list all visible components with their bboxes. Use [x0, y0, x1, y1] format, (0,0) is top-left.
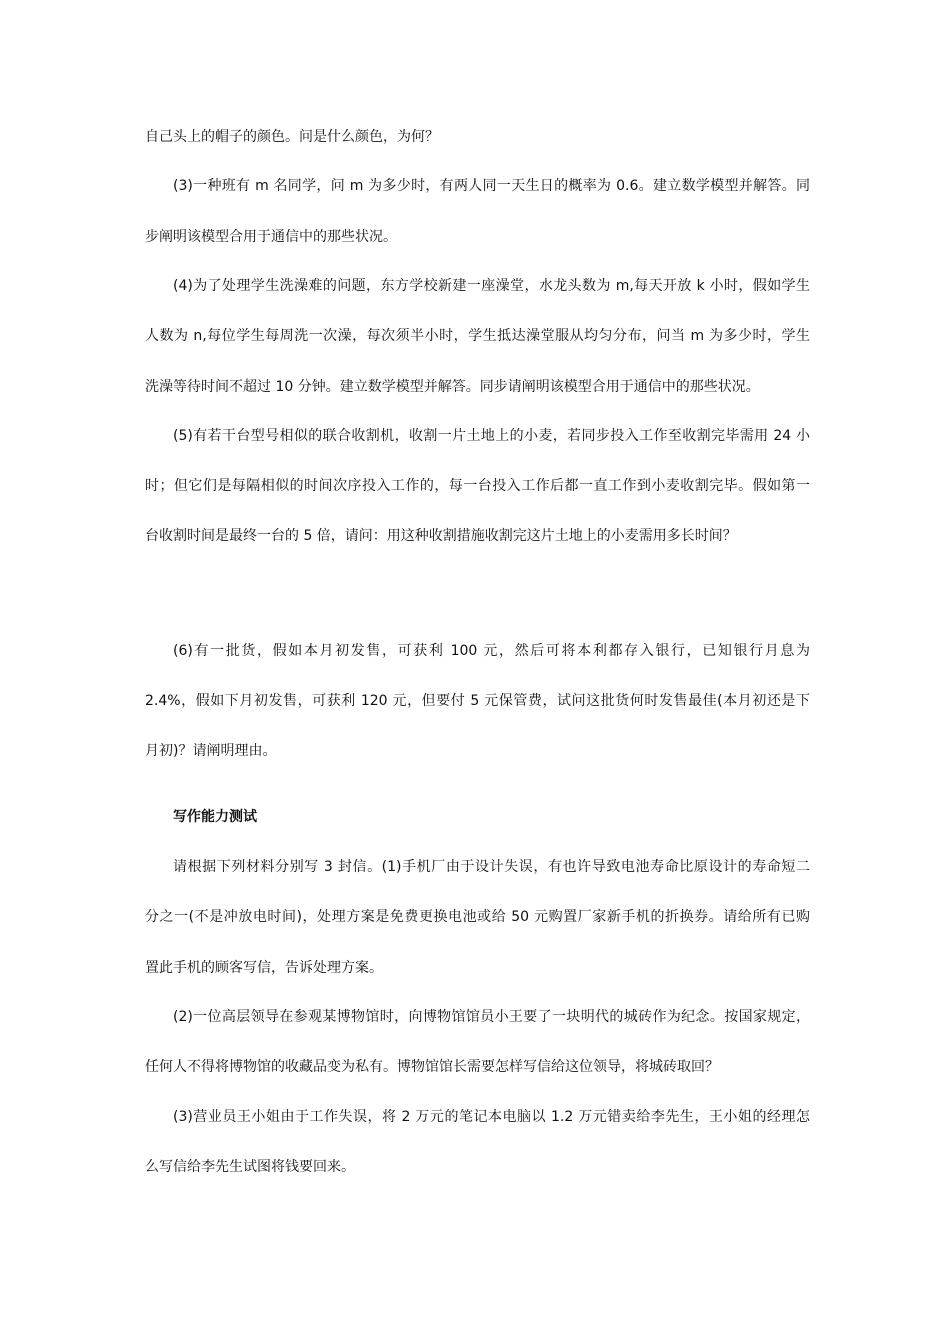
text-line-letter3-start: (3)营业员王小姐由于工作失误，将 2 万元的笔记本电脑以 1.2 万元错卖给李先生，王小姐的经理怎 — [173, 1109, 810, 1125]
text-line-q6-middle: 2.4%，假如下月初发售，可获利 120 元，但要付 5 元保管费，试问这批货何时发售最佳(本月初还是下 — [145, 693, 810, 709]
text-line-letter2-end: 任何人不得将博物馆的收藏品变为私有。博物馆馆长需要怎样写信给这位领导，将城砖取回？ — [145, 1059, 719, 1075]
text-line-q6-end: 月初)？请阐明理由。 — [145, 743, 277, 759]
text-line-letter1-middle: 分之一(不是冲放电时间)，处理方案是免费更换电池或给 50 元购置厂家新手机的折换券。请给所有已购 — [145, 909, 810, 925]
text-line-letter1-end: 置此手机的顾客写信，告诉处理方案。 — [145, 960, 383, 976]
text-line-q5-middle: 时；但它们是每隔相似的时间次序投入工作的，每一台投入工作后都一直工作到小麦收割完毕。假如第一 — [145, 478, 810, 494]
text-line-q6-start: (6)有一批货，假如本月初发售，可获利 100 元，然后可将本利都存入银行，已知银行月息为 — [173, 643, 810, 659]
section-heading-writing-test: 写作能力测试 — [173, 809, 257, 825]
text-line-q5-start: (5)有若干台型号相似的联合收割机，收割一片土地上的小麦，若同步投入工作至收割完毕需用 24 小 — [173, 428, 810, 444]
text-line-q4-end: 洗澡等待时间不超过 10 分钟。建立数学模型并解答。同步请阐明该模型合用于通信中的那些状况。 — [145, 379, 760, 395]
text-line-letter2-start: (2)一位高层领导在参观某博物馆时，向博物馆馆员小王要了一块明代的城砖作为纪念。按国家规定， — [173, 1009, 810, 1025]
text-line-letter3-end: 么写信给李先生试图将钱要回来。 — [145, 1159, 355, 1175]
text-line-q4-middle: 人数为 n,每位学生每周洗一次澡，每次须半小时，学生抵达澡堂服从均匀分布，问当 m 为多少时，学生 — [145, 328, 810, 344]
text-line-q4-start: (4)为了处理学生洗澡难的问题，东方学校新建一座澡堂，水龙头数为 m,每天开放 k 小时，假如学生 — [173, 278, 810, 294]
text-line-letters-intro: 请根据下列材料分别写 3 封信。(1)手机厂由于设计失误，有也许导致电池寿命比原设计的寿命短二 — [173, 859, 810, 875]
text-line-q3-end: 步阐明该模型合用于通信中的那些状况。 — [145, 229, 397, 245]
text-line-q3-start: (3)一种班有 m 名同学，问 m 为多少时，有两人同一天生日的概率为 0.6。建立数学模型并解答。同 — [173, 178, 810, 194]
text-line-hat-question-end: 自己头上的帽子的颜色。问是什么颜色，为何？ — [145, 129, 439, 145]
text-line-q5-end: 台收割时间是最终一台的 5 倍，请问：用这种收割措施收割完这片土地上的小麦需用多长时间？ — [145, 528, 737, 544]
